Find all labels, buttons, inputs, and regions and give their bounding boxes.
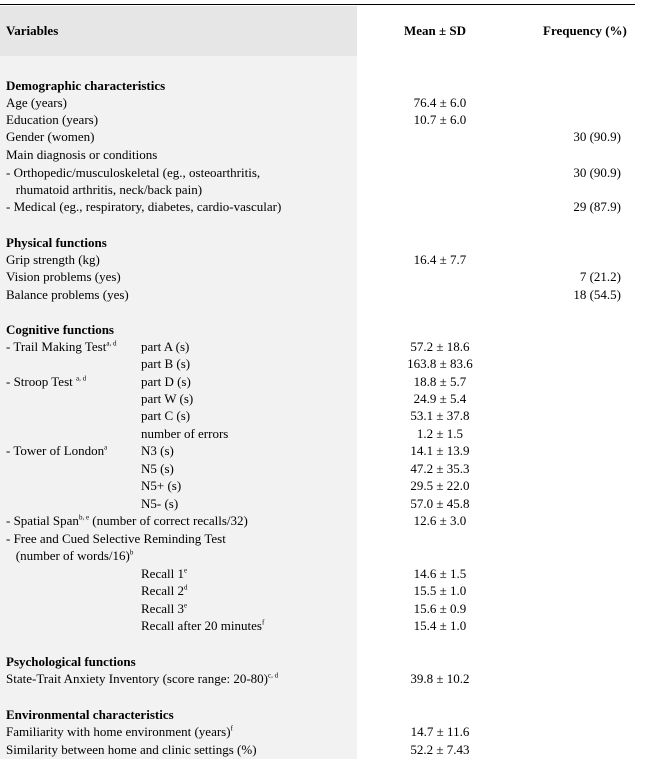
table-row [0,373,655,391]
sub-measure-label [141,373,191,390]
table-row [0,181,655,199]
variable-text: Familiarity with home environment (years) [6,724,231,739]
table-row [0,338,655,356]
sub-measure-label [141,477,181,494]
variable-text: Demographic characteristics [6,78,166,93]
table-row [0,251,655,269]
table-row [0,565,655,583]
sub-measure-text: part W (s) [141,391,194,406]
footnote-marker: a, d [106,339,117,348]
sub-measure-label [141,582,187,599]
table-row [0,94,655,112]
table-row [0,617,655,635]
variable-text: Vision problems (yes) [6,269,121,284]
sub-measure-text: number of errors [141,426,229,441]
table-row [0,164,655,182]
variable-text: Balance problems (yes) [6,287,129,302]
variable-label [6,94,67,111]
mean-sd-value: 10.7 ± 6.0 [413,112,467,127]
section-header [0,706,655,724]
table-row [0,111,655,129]
mean-sd-value: 15.6 ± 0.9 [413,601,467,616]
table-row [0,477,655,495]
table-row [0,198,655,216]
sub-measure-text: N5- (s) [141,496,179,511]
variable-label [6,442,107,459]
table-row [0,128,655,146]
variable-label [6,373,86,390]
mean-sd-value: 163.8 ± 83.6 [407,356,473,371]
mean-sd-value: 14.7 ± 11.6 [410,724,470,739]
mean-sd-value: 39.8 ± 10.2 [410,671,470,686]
footnote-marker: a, d [76,374,87,383]
sub-measure-text: part C (s) [141,408,191,423]
table-top-rule [0,4,635,5]
table-row [0,495,655,513]
sub-measure-label [141,495,178,512]
table-row [0,460,655,478]
table-row [0,530,655,548]
variable-text: State-Trait Anxiety Inventory (score range: 20-80) [6,671,268,686]
sub-measure-label [141,600,187,617]
mean-sd-value: 52.2 ± 7.43 [410,742,470,757]
section-title [6,706,174,723]
section-title [6,77,165,94]
sub-measure-text: part D (s) [141,374,191,389]
section-header [0,77,655,95]
variable-label [6,530,226,547]
sub-measure-label [141,425,228,442]
mean-sd-value: 47.2 ± 35.3 [410,461,470,476]
table-row [0,425,655,443]
section-title [6,653,136,670]
table-row [0,146,655,164]
sub-measure-text: part A (s) [141,339,190,354]
variable-text: Gender (women) [6,129,95,144]
section-header [0,653,655,671]
sub-measure-text: Recall after 20 minutes [141,618,262,633]
footnote-marker: e [183,566,188,575]
sub-measure-text: N5 (s) [141,461,174,476]
variable-text: rhumatoid arthritis, neck/back pain) [6,182,203,197]
table-row [0,547,655,565]
variable-label [6,164,260,181]
table-row [0,407,655,425]
footnote-marker: f [261,618,265,627]
variable-label [6,741,257,758]
footnote-marker: a [104,443,108,452]
mean-sd-value: 14.6 ± 1.5 [413,566,467,581]
frequency-value: 18 (54.5) [573,287,621,302]
header-frequency: Frequency (%) [543,23,627,38]
sub-measure-text: N5+ (s) [141,478,182,493]
mean-sd-value: 53.1 ± 37.8 [410,408,470,423]
header-variables: Variables [6,23,59,38]
table-row [0,355,655,373]
mean-sd-value: 24.9 ± 5.4 [413,391,467,406]
variable-text: Physical functions [6,235,107,250]
variable-text: Education (years) [6,112,99,127]
variable-text: (number of words/16) [6,548,130,563]
frequency-value: 30 (90.9) [573,129,621,144]
section-title [6,321,114,338]
variable-label [6,286,129,303]
mean-sd-value: 16.4 ± 7.7 [413,252,467,267]
table-row [0,512,655,530]
sub-measure-text: part B (s) [141,356,191,371]
mean-sd-value: 57.2 ± 18.6 [410,339,470,354]
variable-label [6,547,133,564]
variable-label [6,146,157,163]
mean-sd-value: 12.6 ± 3.0 [413,513,467,528]
mean-sd-value: 1.2 ± 1.5 [416,426,464,441]
variable-text: - Free and Cued Selective Reminding Test [6,531,226,546]
variable-text: Similarity between home and clinic settings (%) [6,742,257,757]
variable-label [6,181,202,198]
variable-text: Grip strength (kg) [6,252,100,267]
sub-measure-label [141,338,189,355]
mean-sd-value: 29.5 ± 22.0 [410,478,470,493]
sub-measure-text: Recall 3 [141,601,184,616]
variable-text-continued: (number of correct recalls/32) [89,513,248,528]
mean-sd-value: 76.4 ± 6.0 [413,95,467,110]
frequency-value: 30 (90.9) [573,165,621,180]
sub-measure-label [141,460,174,477]
variable-label [6,128,94,145]
mean-sd-value: 15.4 ± 1.0 [413,618,467,633]
variable-text: - Stroop Test [6,374,76,389]
table-row [0,286,655,304]
table-row [0,741,655,759]
frequency-value: 7 (21.2) [579,269,621,284]
footnote-marker: b, e [78,513,90,522]
table-row [0,600,655,618]
mean-sd-value: 18.8 ± 5.7 [413,374,467,389]
sub-measure-text: Recall 2 [141,583,184,598]
table-row [0,390,655,408]
mean-sd-value: 14.1 ± 13.9 [410,443,470,458]
section-title [6,234,107,251]
sub-measure-text: N3 (s) [141,443,174,458]
footnote-marker: f [230,724,233,733]
sub-measure-label [141,390,193,407]
variable-text: Age (years) [6,95,67,110]
table-row [0,268,655,286]
variable-label [6,198,281,215]
variable-text: - Medical (eg., respiratory, diabetes, cardio-vascular) [6,199,282,214]
footnote-marker: d [183,583,188,592]
frequency-value: 29 (87.9) [573,199,621,214]
footnote-marker: b [129,548,134,557]
sub-measure-label [141,355,190,372]
mean-sd-value: 15.5 ± 1.0 [413,583,467,598]
sub-measure-text: Recall 1 [141,566,184,581]
section-header [0,234,655,252]
variable-label [6,268,121,285]
sub-measure-label [141,407,190,424]
table-row [0,582,655,600]
variable-label [6,251,100,268]
variable-text: - Spatial Span [6,513,79,528]
table-row [0,442,655,460]
table-row [0,670,655,688]
table-row [0,723,655,741]
variable-text: Main diagnosis or conditions [6,147,158,162]
variable-text: Environmental characteristics [6,707,174,722]
variable-text: Psychological functions [6,654,136,669]
variable-label [6,512,248,529]
variable-text: - Orthopedic/musculoskeletal (eg., osteoarthritis, [6,165,261,180]
variable-label [6,111,98,128]
section-header [0,321,655,339]
variable-text: - Tower of London [6,443,105,458]
sub-measure-label [141,565,187,582]
mean-sd-value: 57.0 ± 45.8 [410,496,470,511]
header-mean-sd: Mean ± SD [404,23,467,38]
variable-label [6,338,116,355]
footnote-marker: e [183,601,188,610]
footnote-marker: c, d [267,671,279,680]
sub-measure-label [141,442,174,459]
variable-label [6,723,233,740]
variable-label [6,670,278,687]
variable-text: Cognitive functions [6,322,114,337]
sub-measure-label [141,617,264,634]
variable-text: - Trail Making Test [6,339,107,354]
